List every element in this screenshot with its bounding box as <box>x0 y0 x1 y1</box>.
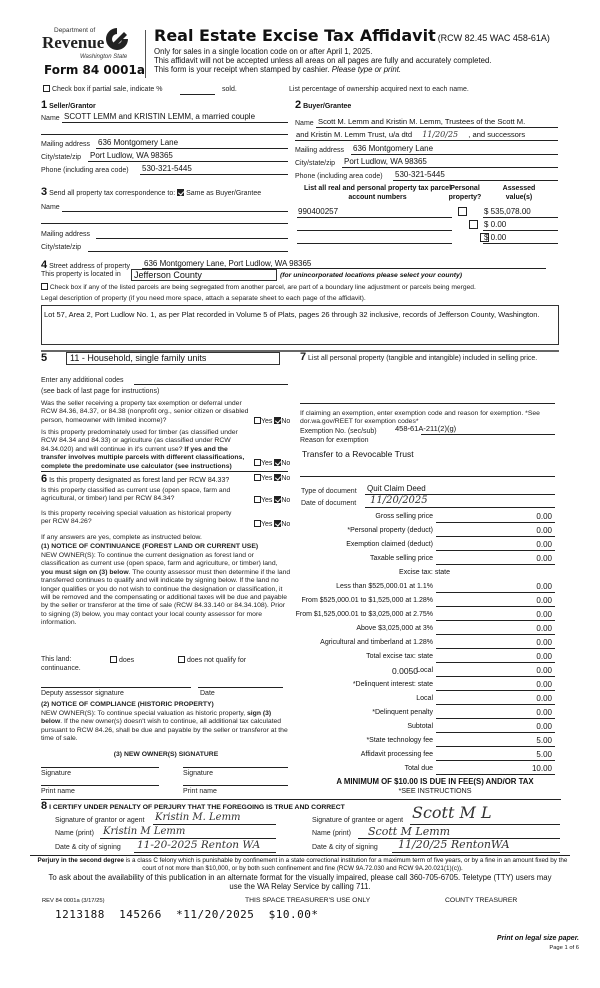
partial-sale-sold: sold. <box>222 86 237 93</box>
section-1-number: 1 <box>41 99 48 111</box>
new-owner-print-1[interactable] <box>41 785 159 786</box>
tax-line <box>436 760 555 761</box>
grantee-signature-label: Signature of grantee or agent <box>312 817 404 824</box>
tax-row-taxable-selling-price <box>300 554 555 566</box>
parcel-row1-line <box>297 217 452 218</box>
header-line3-text: This form is your receipt when stamped by cashier. <box>154 65 330 74</box>
tax-value[interactable]: 0.00 <box>536 624 552 633</box>
tax-label: Taxable selling price <box>369 555 433 562</box>
grantee-signature[interactable]: Scott M L <box>412 803 492 822</box>
partial-sale-percent-input[interactable] <box>180 94 215 95</box>
yes-label: Yes <box>261 460 273 467</box>
seller-name-label: Name <box>41 115 60 122</box>
parcel-value3-line <box>483 243 558 244</box>
no-label: No <box>281 460 291 467</box>
located-in-label: This property is located in <box>41 271 121 278</box>
section7-label <box>300 353 550 363</box>
additional-codes-label: Enter any additional codes <box>41 377 124 384</box>
does-checkbox[interactable] <box>110 656 117 663</box>
buyer-trust-date-handwritten: 11/20/25 <box>422 130 459 139</box>
tax-value[interactable]: 0.00 <box>536 638 552 647</box>
doc-date-line <box>365 507 555 508</box>
no-label: No <box>281 521 291 528</box>
tax-value[interactable]: 0.00 <box>536 666 552 675</box>
tax-label: From $525,000.01 to $1,525,000 at 1.28% <box>301 597 433 604</box>
seller-city-line <box>88 161 288 162</box>
correspondence-heading <box>41 186 261 198</box>
deputy-date-label: Date <box>200 690 215 697</box>
exemption-no-field[interactable]: 458-61A-211(2)(g) <box>395 424 457 433</box>
tax-line <box>436 536 555 537</box>
buyer-mailing-field[interactable]: 636 Montgomery Lane <box>353 144 434 153</box>
parcel-number-3[interactable] <box>297 243 452 244</box>
does-not-label: does not qualify for <box>186 657 247 664</box>
parcel-value-2[interactable]: $ 0.00 <box>484 220 507 229</box>
county-select[interactable] <box>131 269 277 281</box>
q-exemption-deferral: Was the seller receiving a property tax exemption or deferral under RCW 84.36, 84.37, or 84.38 (nonprofit org., senior citizen or disabled person, homeowner with limited income)? <box>41 400 249 424</box>
parcel-col-personal: Personal property? <box>448 185 482 201</box>
buyer-name-line2[interactable] <box>296 130 525 139</box>
tax-line <box>436 620 555 621</box>
correspondence-label: Send all property tax correspondence to: <box>49 190 176 197</box>
use-code-select[interactable] <box>66 352 280 365</box>
personal-property-label: List all personal property (tangible and intangible) included in selling price. <box>308 355 538 362</box>
tax-value[interactable]: 0.00 <box>536 708 552 717</box>
notice2-body <box>41 710 291 744</box>
additional-codes-input[interactable] <box>134 384 288 385</box>
notice3-title: (3) NEW OWNER(S) SIGNATURE <box>113 751 219 758</box>
tax-label: From $1,525,000.01 to $3,025,000 at 2.75% <box>295 611 433 618</box>
q-forest-no-checkbox[interactable] <box>274 474 281 481</box>
tax-label: Total excise tax: state <box>366 653 433 660</box>
street-address-field[interactable]: 636 Montgomery Lane, Port Ludlow, WA 98365 <box>144 259 312 268</box>
treasurer-use-label: THIS SPACE TREASURER'S USE ONLY <box>245 897 371 904</box>
tax-line <box>436 662 555 663</box>
notice1-body <box>41 552 291 628</box>
buyer-city-field[interactable]: Port Ludlow, WA 98365 <box>344 157 427 166</box>
deputy-signature-label: Deputy assessor signature <box>41 690 124 697</box>
grantee-date-city[interactable]: 11/20/25 RentonWA <box>398 838 510 851</box>
tax-label: Above $3,025,000 at 3% <box>356 625 433 632</box>
seller-name-line <box>62 122 288 123</box>
does-not-checkbox[interactable] <box>178 656 185 663</box>
grantor-date-line <box>134 852 276 853</box>
treasurer-stamp: 1213188 145266 *11/20/2025 $10.00* <box>55 908 319 921</box>
partial-sale-checkbox[interactable] <box>43 85 50 92</box>
q-timber-no-checkbox[interactable] <box>274 459 281 466</box>
tax-line <box>436 718 555 719</box>
tax-label: Less than $525,000.01 at 1.1% <box>336 583 433 590</box>
tax-label: Excise tax: state <box>399 569 450 576</box>
tax-value[interactable]: 0.00 <box>536 582 552 591</box>
page-number: Page 1 of 6 <box>549 945 579 951</box>
buyer-city-rule <box>342 167 558 168</box>
doc-type-label: Type of document <box>301 488 357 495</box>
does-option <box>110 656 134 664</box>
section-6-number: 6 <box>41 473 48 485</box>
buyer-mailing-label: Mailing address <box>295 147 345 154</box>
buyer-name-line2-text: and Kristin M. Lemm Trust, u/a dtd <box>296 130 413 139</box>
grantor-signature-line <box>153 824 276 825</box>
if-yes-note: If any answers are yes, complete as instructed below. <box>41 534 202 541</box>
personal-property-input[interactable] <box>300 403 555 404</box>
buyer-heading-label: Buyer/Grantee <box>303 103 352 110</box>
segregated-row <box>41 283 476 291</box>
see-instructions: *SEE INSTRUCTIONS <box>398 786 472 795</box>
header-line2: This affidavit will not be accepted unless all areas on all pages are fully and accurately completed. <box>154 56 492 65</box>
corr-mailing-label: Mailing address <box>41 231 91 238</box>
print-name-label-2: Print name <box>183 788 217 795</box>
buyer-phone-rule <box>393 180 558 181</box>
dor-swirl-icon <box>104 26 130 52</box>
q-timber-answer <box>254 459 290 467</box>
corr-name-input[interactable] <box>62 211 288 212</box>
tax-label: Agricultural and timberland at 1.28% <box>320 639 433 646</box>
seller-mailing-line <box>96 148 288 149</box>
buyer-name-line2-rule <box>295 140 558 141</box>
q-current-use-answer <box>254 496 290 504</box>
parcel-number-2[interactable] <box>297 230 452 231</box>
does-label: does <box>118 657 135 664</box>
tax-label: Exemption claimed (deduct) <box>346 541 433 548</box>
legal-description-label: Legal description of property (if you need more space, attach a separate sheet to each page of the affidavit). <box>41 295 366 302</box>
street-address-label: Street address of property <box>49 263 131 270</box>
partial-sale-label: Check box if partial sale, indicate % <box>51 86 163 93</box>
q-historical: Is this property receiving special valuation as historical property per RCW 84.26? <box>41 510 232 526</box>
print-legal-note: Print on legal size paper. <box>496 935 579 942</box>
grantor-signature[interactable]: Kristin M. Lemm <box>155 812 241 823</box>
seller-mailing-field[interactable]: 636 Montgomery Lane <box>98 138 179 147</box>
tax-label: Gross selling price <box>375 513 433 520</box>
use-code-value: 11 - Household, single family units <box>70 353 207 363</box>
tax-label: Subtotal <box>407 723 433 730</box>
tax-label: Affidavit processing fee <box>360 751 433 758</box>
grantor-signature-label: Signature of grantor or agent <box>55 817 145 824</box>
alt-format-notice: To ask about the availability of this publication in an alternate format for the visually impaired, please call 360-705-6705. Teletype (TTY) users may use the WA Relay Service by calling 711. <box>48 873 552 891</box>
ownership-note: List percentage of ownership acquired next to each name. <box>289 86 469 93</box>
no-label: No <box>281 418 291 425</box>
tax-row-excise-tax-state-heading <box>300 568 555 580</box>
grantor-name-label: Name (print) <box>55 830 94 837</box>
parcel-value2-line <box>483 230 558 231</box>
tax-line <box>436 676 555 677</box>
tax-line <box>436 732 555 733</box>
reason-line <box>300 476 555 477</box>
notice1-text-b: . The county assessor must then determine if the land transferred continues to qualify and will indicate by signing below. If the land no longer qualifies or you do not wish to continue the designation or classification, it will be removed and the compensating or additional taxes will be due and payable by the seller or transferor at the time of sale (RCW 84.33.140 or 84.34.108). Prior to signing (3) below, you may contact your local county assessor for more information. <box>41 568 291 627</box>
tax-value[interactable]: 5.00 <box>536 736 552 745</box>
tax-value[interactable]: 0.00 <box>536 722 552 731</box>
new-owner-print-2[interactable] <box>183 785 288 786</box>
tax-row-gross-selling-price <box>300 512 555 524</box>
does-not-option <box>178 656 246 664</box>
tax-value[interactable]: 0.00 <box>536 610 552 619</box>
title-statute: (RCW 82.45 WAC 458-61A) <box>437 33 550 43</box>
q-forest-land <box>41 473 229 485</box>
tax-line <box>436 648 555 649</box>
notice1-title: (1) NOTICE OF CONTINUANCE (FOREST LAND OR CURRENT USE) <box>41 543 259 550</box>
notice1-text-a: NEW OWNER(S): To continue the current designation as forest land or classification as current use (open space, farm and agriculture, or timber) land, <box>41 552 278 568</box>
rev-number: REV 84 0001a (3/17/25) <box>42 898 105 904</box>
legal-description-field[interactable] <box>41 305 559 345</box>
corr-city-input[interactable] <box>88 251 288 252</box>
perjury-text: is a class C felony which is punishable by confinement in a state correctional institution for a maximum term of five years, or by a fine in an amount fixed by the court of not more than $10,000, or by both such confinement and fine (RCW 9A.72.030 and RCW 9A.20.021(1)(c)). <box>123 857 568 872</box>
tax-row-above-3025k <box>300 624 555 636</box>
seller-city-field[interactable]: Port Ludlow, WA 98365 <box>90 151 173 160</box>
washington-state-label: Washington State <box>80 54 128 60</box>
section-7-number: 7 <box>300 351 307 363</box>
same-as-buyer-checkbox[interactable] <box>177 189 184 196</box>
seller-heading <box>41 99 96 111</box>
tax-value[interactable]: 0.00 <box>536 554 552 563</box>
corr-name-label: Name <box>41 204 60 211</box>
doc-type-field[interactable]: Quit Claim Deed <box>367 484 426 493</box>
signature-label-2: Signature <box>183 770 213 777</box>
doc-date-field[interactable]: 11/20/2025 <box>370 495 428 506</box>
legal-description-text: Lot 57, Area 2, Port Ludlow No. 1, as per Plat recorded in Volume 5 of Plats, pages 26 through 32 inclusive, records of Jefferson County, Washington. <box>44 310 540 319</box>
seller-heading-label: Seller/Grantor <box>49 103 96 110</box>
q-timber-agriculture <box>41 429 253 471</box>
tax-line <box>436 704 555 705</box>
county-value: Jefferson County <box>134 270 202 280</box>
tax-row-delinquent-interest-state <box>300 680 555 692</box>
tax-line <box>436 522 555 523</box>
section-4-number: 4 <box>41 259 48 271</box>
header-line1: Only for sales in a single location code on or after April 1, 2025. <box>154 47 373 56</box>
tax-line <box>436 564 555 565</box>
tax-label: *Personal property (deduct) <box>347 527 433 534</box>
section-3-number: 3 <box>41 186 48 198</box>
tax-value[interactable]: 0.00 <box>536 652 552 661</box>
q-historical-answer <box>254 520 290 528</box>
perjury-bold: Perjury in the second degree <box>37 857 124 864</box>
tax-label: *Delinquent interest: state <box>352 681 433 688</box>
grantee-name-print[interactable]: Scott M Lemm <box>368 825 451 838</box>
seller-name-line2[interactable] <box>41 134 288 135</box>
corr-mailing-input[interactable] <box>96 238 288 239</box>
form-number: Form 84 0001a <box>44 63 145 77</box>
notice1-bold: you must sign on (3) below <box>41 568 129 576</box>
print-name-label-1: Print name <box>41 788 75 795</box>
buyer-name-label: Name <box>295 120 314 127</box>
seller-phone-field[interactable]: 530-321-5445 <box>142 164 192 173</box>
header-divider <box>145 30 146 78</box>
q-timber-yes-checkbox[interactable] <box>254 459 261 466</box>
q-timber-bold: If yes and the transfer involves multiple parcels with different classifications, complete the predominate use calculator (see instructions) <box>41 445 245 470</box>
continuance-label: continuance. <box>41 665 81 672</box>
new-owner-signature-1[interactable] <box>41 767 159 768</box>
tax-label: Local <box>416 695 433 702</box>
corr-name-input2[interactable] <box>41 223 288 224</box>
buyer-name-line1[interactable]: Scott M. Lemm and Kristin M. Lemm, Trustees of the Scott M. <box>318 117 526 126</box>
seller-mailing-label: Mailing address <box>41 141 91 148</box>
grantee-date-label: Date & city of signing <box>312 844 378 851</box>
yes-label: Yes <box>261 418 273 425</box>
grantor-name-print[interactable]: Kristin M Lemm <box>103 826 186 837</box>
tax-row-subtotal <box>300 722 555 734</box>
reason-label: Reason for exemption <box>300 437 369 444</box>
parcel-value-1[interactable]: $ 535,078.00 <box>484 207 531 216</box>
q-forest-answer <box>254 474 290 482</box>
buyer-heading <box>295 99 351 111</box>
q-forest-text: Is this property designated as forest land per RCW 84.33? <box>49 477 230 484</box>
notice2-text-a: NEW OWNER(S): To continue special valuation as historic property, <box>41 710 246 717</box>
signature-label-1: Signature <box>41 770 71 777</box>
section-8-number: 8 <box>41 800 48 812</box>
section-2-number: 2 <box>295 99 302 111</box>
tax-value[interactable]: 0.00 <box>536 694 552 703</box>
doc-date-label: Date of document <box>301 500 357 507</box>
perjury-notice <box>30 857 575 872</box>
minimum-due-notice: A MINIMUM OF $10.00 IS DUE IN FEE(S) AND/OR TAX <box>336 777 534 786</box>
header-line3-italic: Please type or print. <box>331 65 402 74</box>
exemption-no-label: Exemption No. (sec/sub) <box>300 428 377 435</box>
see-back-note: (see back of last page for instructions) <box>41 388 160 395</box>
reason-field[interactable]: Transfer to a Revocable Trust <box>302 449 414 459</box>
seller-phone-line <box>140 174 288 175</box>
seller-name-field[interactable]: SCOTT LEMM and KRISTIN LEMM, a married couple <box>64 112 256 121</box>
q-exemption-yes-checkbox[interactable] <box>254 417 261 424</box>
tax-line <box>436 592 555 593</box>
tax-row-state-technology-fee <box>300 736 555 748</box>
buyer-phone-field[interactable]: 530-321-5445 <box>395 170 445 179</box>
q-exemption-no-checkbox[interactable] <box>274 417 281 424</box>
corr-city-label: City/state/zip <box>41 244 82 251</box>
notice2-title: (2) NOTICE OF COMPLIANCE (HISTORIC PROPERTY) <box>41 701 214 708</box>
yes-label: Yes <box>261 475 273 482</box>
form-title <box>154 26 550 45</box>
grantee-date-line <box>392 852 560 853</box>
buyer-name-line2-end: , and successors <box>468 130 526 139</box>
tax-line <box>436 634 555 635</box>
parcel-2-personal-checkbox[interactable] <box>469 220 478 229</box>
tax-label: Total due <box>404 765 433 772</box>
grantor-date-city[interactable]: 11-20-2025 Renton WA <box>137 839 261 851</box>
tax-line <box>436 606 555 607</box>
notice2-bold: sign (3) below <box>41 710 272 726</box>
no-label: No <box>281 497 291 504</box>
q-historical-no-checkbox[interactable] <box>274 520 281 527</box>
parcel-col-numbers: List all real and personal property tax parcel account numbers <box>303 185 452 201</box>
same-as-buyer-label: Same as Buyer/Grantee <box>186 190 262 197</box>
tax-line <box>436 550 555 551</box>
header-line3 <box>154 65 401 74</box>
tax-value[interactable]: 0.00 <box>536 596 552 605</box>
tax-row-delinquent-interest-local <box>300 694 555 706</box>
buyer-phone-label: Phone (including area code) <box>295 173 383 180</box>
tax-label: *Delinquent penalty <box>372 709 433 716</box>
partial-sale <box>43 85 162 93</box>
tax-value[interactable]: 5.00 <box>536 750 552 759</box>
parcel-col-assessed: Assessed value(s) <box>502 185 536 201</box>
q-current-use-yes-checkbox[interactable] <box>254 496 261 503</box>
tax-row-total-due <box>300 764 555 776</box>
notice2-text-b: . If the new owner(s) doesn't wish to continue, all additional tax calculated pursuant to RCW 84.26, shall be due and payable by the seller or transferor at the time of sale. <box>41 718 288 743</box>
buyer-city-label: City/state/zip <box>295 160 336 167</box>
q-historical-yes-checkbox[interactable] <box>254 520 261 527</box>
exemption-no-line <box>421 434 555 435</box>
tax-row-delinquent-penalty <box>300 708 555 720</box>
tax-line <box>436 746 555 747</box>
tax-label: *State technology fee <box>366 737 433 744</box>
yes-label: Yes <box>261 521 273 528</box>
revenue-label: Revenue <box>42 33 105 52</box>
parcel-value1-line <box>483 217 558 218</box>
parcel-value-3[interactable]: $ 0.00 <box>484 233 507 242</box>
no-label: No <box>281 475 291 482</box>
county-note: (for unincorporated locations please select your county) <box>280 272 463 279</box>
tax-value[interactable]: 0.00 <box>536 526 552 535</box>
grantor-date-label: Date & city of signing <box>55 844 121 851</box>
parcel-1-personal-checkbox[interactable] <box>458 207 467 216</box>
q-current-use-no-checkbox[interactable] <box>274 496 281 503</box>
section-5-number: 5 <box>41 352 48 364</box>
deputy-date-input[interactable] <box>198 687 283 688</box>
tax-row-1525k-to-3025k <box>295 610 555 622</box>
segregated-label: Check box if any of the listed parcels are being segregated from another parcel, are part of a boundary line adjustment or parcels being merged. <box>49 284 476 291</box>
tax-row-agricultural-timberland <box>300 638 555 650</box>
tax-label: Local <box>416 667 433 674</box>
new-owner-signature-2[interactable] <box>183 767 288 768</box>
tax-row-less-than-525k <box>300 582 555 594</box>
parcel-number-1[interactable]: 990400257 <box>298 207 339 216</box>
tax-row-total-excise-state <box>300 652 555 664</box>
certify-statement <box>41 800 345 812</box>
exemption-note: If claiming an exemption, enter exemption code and reason for exemption. *See dor.wa.gov/REET for exemption codes* <box>300 410 540 426</box>
yes-label: Yes <box>261 497 273 504</box>
tax-value[interactable]: 10.00 <box>531 764 552 773</box>
local-rate: 0.0050 <box>392 666 418 676</box>
certify-text: I CERTIFY UNDER PENALTY OF PERJURY THAT THE FOREGOING IS TRUE AND CORRECT <box>49 804 345 811</box>
tax-value[interactable]: 0.00 <box>536 512 552 521</box>
section5-bottom-line <box>41 471 288 472</box>
buyer-mailing-rule <box>351 154 558 155</box>
tax-row-exemption-claimed <box>300 540 555 552</box>
tax-value[interactable]: 0.00 <box>536 540 552 549</box>
q-current-use: Is this property classified as current use (open space, farm and agricultural, or timber) land per RCW 84.34? <box>41 487 231 503</box>
q-timber-text: Is this property predominately used for timber (as classified under RCW 84.34 and 84.33) or agriculture (as classified under RCW 84.34.020) and will continue in it's current use? <box>41 429 238 453</box>
tax-value[interactable]: 0.00 <box>536 680 552 689</box>
grantee-name-label: Name (print) <box>312 830 351 837</box>
county-treasurer-label: COUNTY TREASURER <box>445 897 518 904</box>
tax-row-personal-property <box>300 526 555 538</box>
q-forest-yes-checkbox[interactable] <box>254 474 261 481</box>
q-exemption-deferral-answer <box>254 417 290 425</box>
title-text: Real Estate Excise Tax Affidavit <box>154 26 436 45</box>
tax-row-affidavit-processing-fee <box>300 750 555 762</box>
seller-phone-label: Phone (including area code) <box>41 167 129 174</box>
buyer-name-line1-rule <box>316 127 558 128</box>
segregated-checkbox[interactable] <box>41 283 48 290</box>
tax-line <box>436 774 555 775</box>
deputy-signature-input[interactable] <box>41 687 191 688</box>
tax-line <box>436 690 555 691</box>
tax-row-local <box>300 666 555 678</box>
footer-top-line <box>30 855 570 856</box>
dept-of-label: Department of <box>54 27 96 34</box>
seller-city-label: City/state/zip <box>41 154 82 161</box>
tax-row-525k-to-1525k <box>300 596 555 608</box>
this-land-label: This land: <box>41 656 72 663</box>
property-street-row <box>41 259 130 271</box>
